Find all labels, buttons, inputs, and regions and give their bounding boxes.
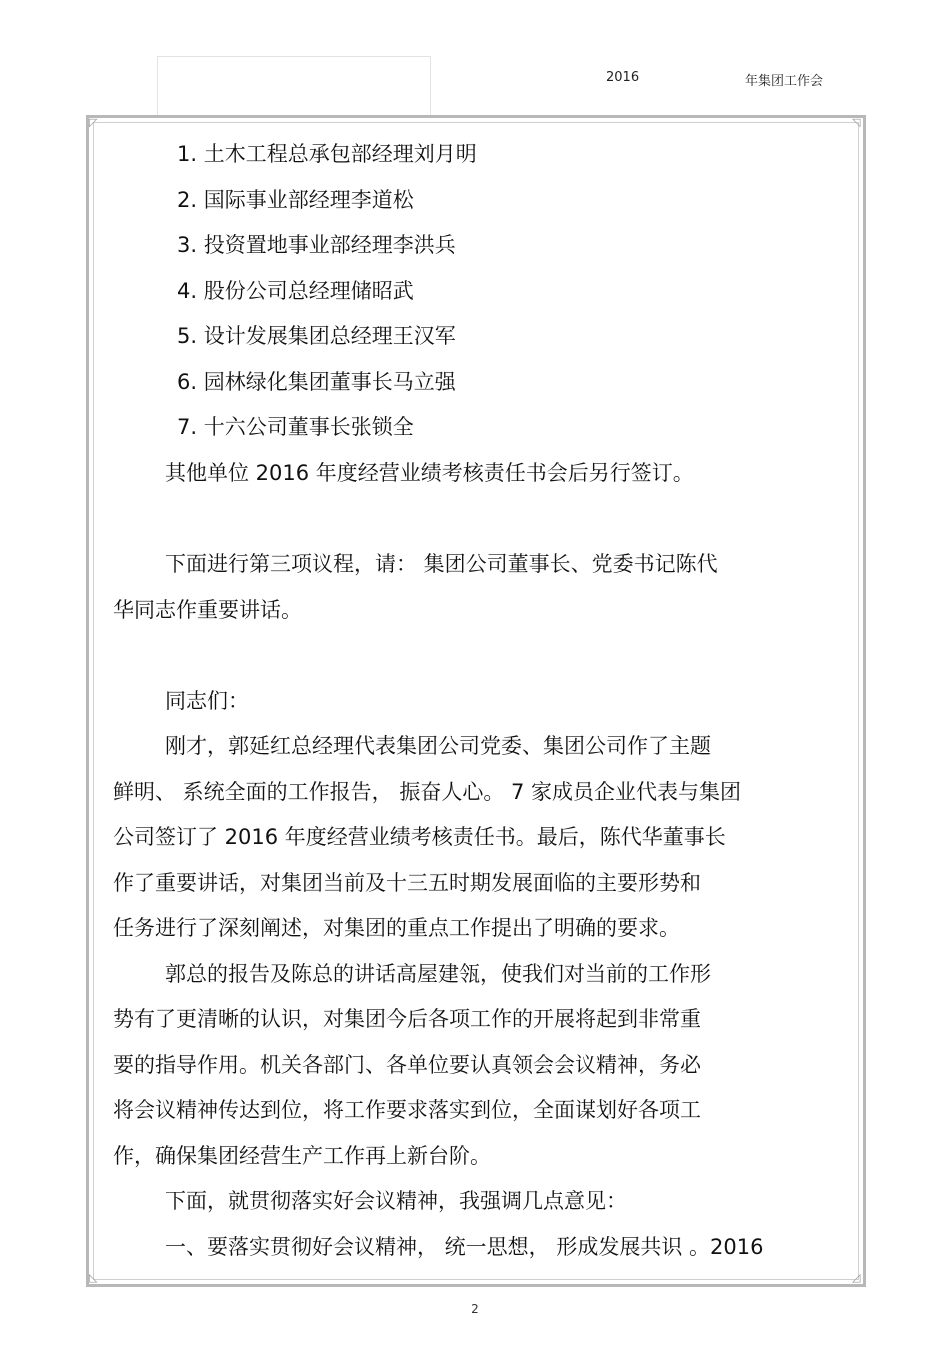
list-item: 6. 园林绿化集团董事长马立强: [177, 370, 456, 394]
list-item: 5. 设计发展集团总经理王汉军: [177, 324, 456, 348]
corner-ornament-icon: ◸: [89, 116, 98, 129]
text-line: 其他单位 2016 年度经营业绩考核责任书会后另行签订。: [165, 461, 694, 485]
header-year: 2016: [606, 70, 640, 85]
text-line: 作，确保集团经营生产工作再上新台阶。: [113, 1144, 491, 1168]
text-line: 要的指导作用。机关各部门、各单位要认真领会会议精神，务必: [113, 1053, 701, 1077]
text-line: 郭总的报告及陈总的讲话高屋建瓴，使我们对当前的工作形: [165, 962, 711, 986]
text-line: 作了重要讲话，对集团当前及十三五时期发展面临的主要形势和: [113, 871, 701, 895]
page-number: 2: [471, 1302, 479, 1316]
header-empty-box: [157, 56, 431, 116]
list-item: 2. 国际事业部经理李道松: [177, 188, 414, 212]
corner-ornament-icon: ◹: [852, 116, 861, 129]
list-item: 4. 股份公司总经理储昭武: [177, 279, 414, 303]
text-line: 下面，就贯彻落实好会议精神，我强调几点意见：: [165, 1189, 627, 1213]
list-item: 7. 十六公司董事长张锁全: [177, 415, 414, 439]
salutation: 同志们：: [165, 689, 249, 713]
text-line: 一、要落实贯彻好会议精神， 统一思想， 形成发展共识 。2016: [165, 1235, 764, 1259]
corner-ornament-icon: ◺: [89, 1271, 98, 1284]
text-line: 公司签订了 2016 年度经营业绩考核责任书。最后，陈代华董事长: [113, 825, 726, 849]
list-item: 3. 投资置地事业部经理李洪兵: [177, 233, 456, 257]
corner-ornament-icon: ◿: [852, 1271, 861, 1284]
text-line: 下面进行第三项议程，请： 集团公司董事长、党委书记陈代: [165, 552, 718, 576]
list-item: 1. 土木工程总承包部经理刘月明: [177, 142, 477, 166]
header-title: 年集团工作会: [745, 74, 824, 89]
text-line: 任务进行了深刻阐述，对集团的重点工作提出了明确的要求。: [113, 916, 680, 940]
text-line: 华同志作重要讲话。: [113, 598, 302, 622]
text-line: 将会议精神传达到位，将工作要求落实到位，全面谋划好各项工: [113, 1098, 701, 1122]
text-line: 刚才，郭延红总经理代表集团公司党委、集团公司作了主题: [165, 734, 711, 758]
text-line: 鲜明、 系统全面的工作报告， 振奋人心。 7 家成员企业代表与集团: [113, 780, 742, 804]
text-line: 势有了更清晰的认识，对集团今后各项工作的开展将起到非常重: [113, 1007, 701, 1031]
